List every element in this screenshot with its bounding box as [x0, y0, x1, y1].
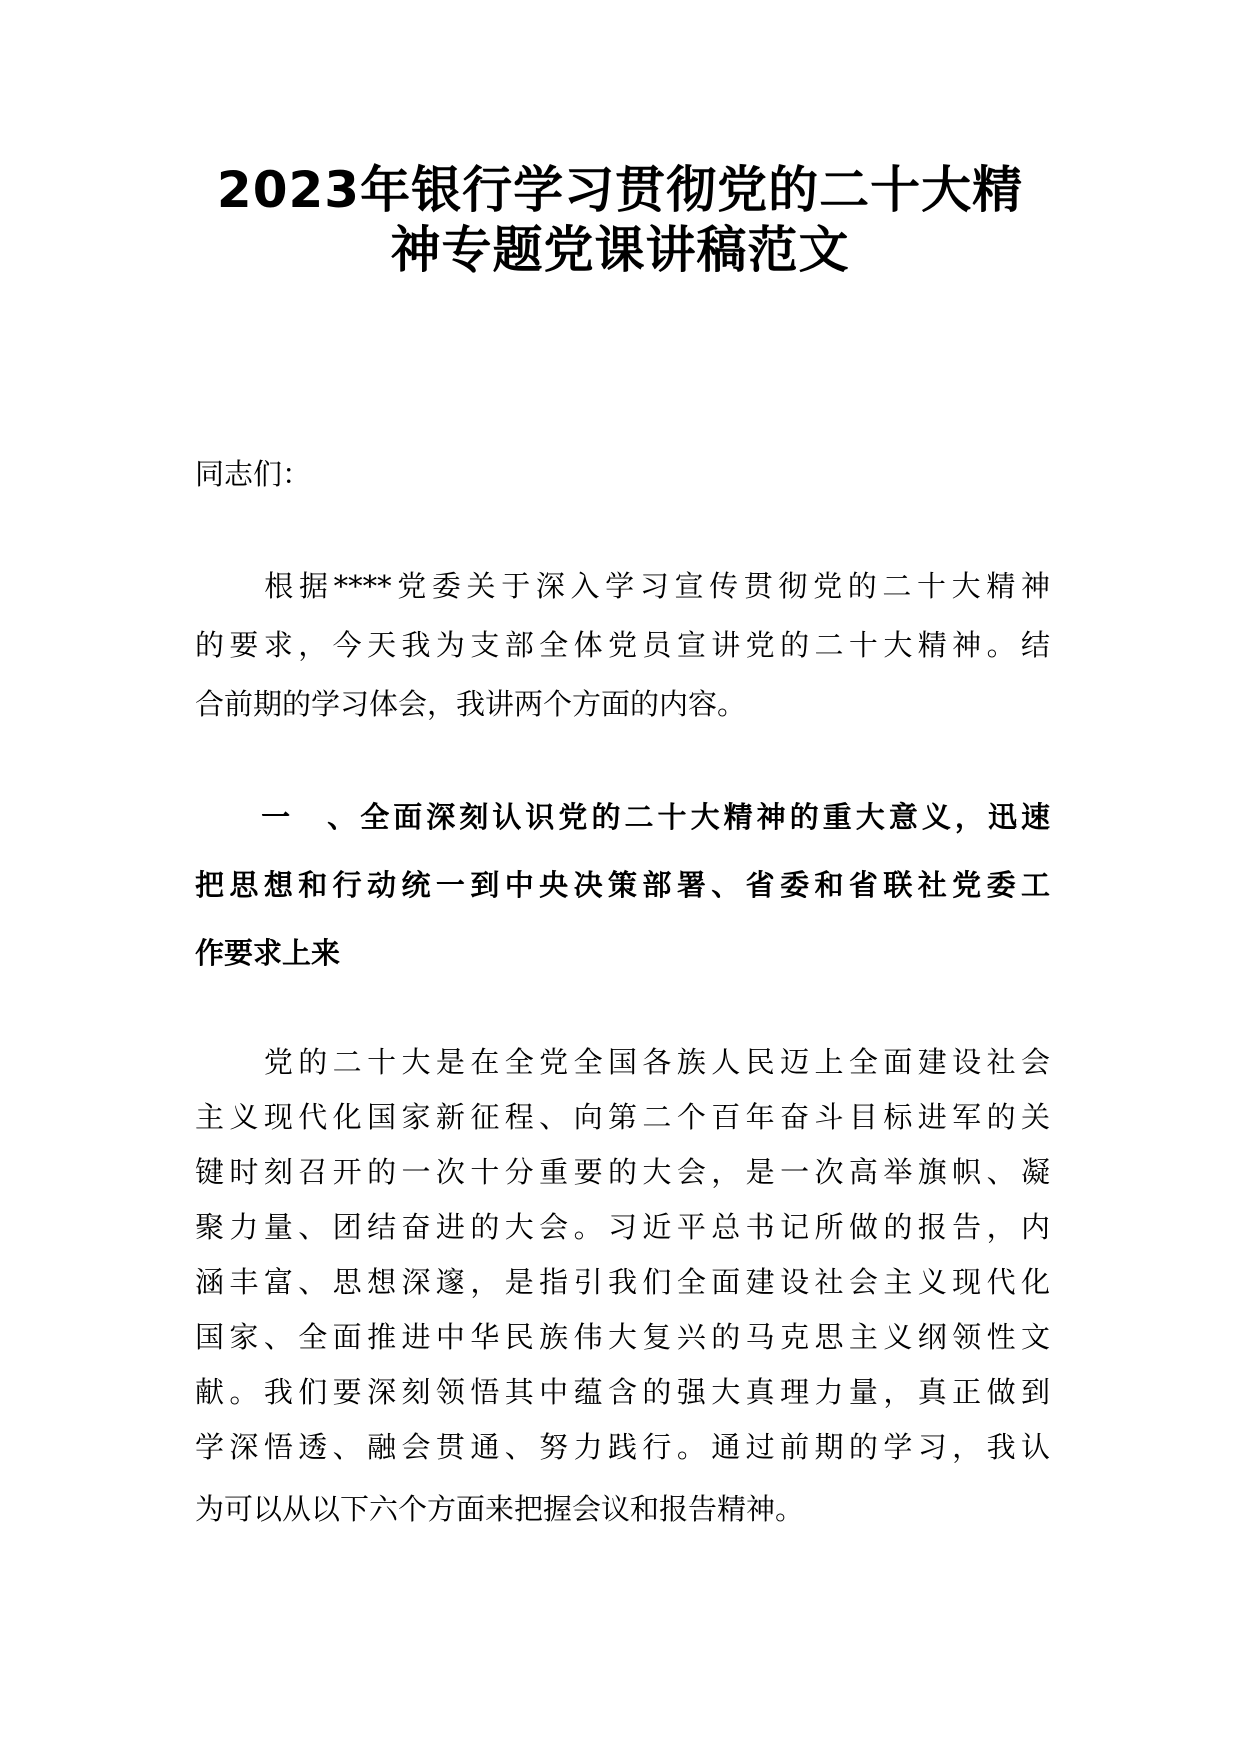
intro-line-1: 根据****党委关于深入学习宣传贯彻党的二十大精神 [195, 569, 1050, 603]
salutation: 同志们： [195, 457, 312, 491]
title-line-1: 2023年银行学习贯彻党的二十大精 [216, 161, 1024, 219]
body-line-2: 主义现代化国家新征程、向第二个百年奋斗目标进军的关 [195, 1100, 1050, 1134]
intro-line-3: 合前期的学习体会，我讲两个方面的内容。 [195, 687, 747, 721]
intro-paragraph [195, 566, 1050, 724]
document-title [170, 160, 1070, 280]
section-1-heading [195, 797, 1050, 973]
body-line-3: 键时刻召开的一次十分重要的大会，是一次高举旗帜、凝 [195, 1155, 1050, 1189]
body-line-5: 涵丰富、思想深邃，是指引我们全面建设社会主义现代化 [195, 1265, 1050, 1299]
body-line-7: 献。我们要深刻领悟其中蕴含的强大真理力量，真正做到 [195, 1375, 1050, 1409]
body-line-9: 为可以从以下六个方面来把握会议和报告精神。 [195, 1492, 805, 1526]
body-line-6: 国家、全面推进中华民族伟大复兴的马克思主义纲领性文 [195, 1320, 1050, 1354]
body-line-8: 学深悟透、融会贯通、努力践行。通过前期的学习，我认 [195, 1430, 1050, 1464]
section-1-heading-line-1: 一 、全面深刻认识党的二十大精神的重大意义，迅速 [195, 800, 1050, 834]
section-1-heading-line-3: 作要求上来 [195, 936, 341, 970]
body-paragraph [195, 1042, 1050, 1529]
title-line-2: 神专题党课讲稿范文 [390, 221, 850, 279]
section-1-heading-line-2: 把思想和行动统一到中央决策部署、省委和省联社党委工 [195, 868, 1050, 902]
body-line-1: 党的二十大是在全党全国各族人民迈上全面建设社会 [195, 1045, 1050, 1079]
body-line-4: 聚力量、团结奋进的大会。习近平总书记所做的报告，内 [195, 1210, 1050, 1244]
intro-line-2: 的要求，今天我为支部全体党员宣讲党的二十大精神。结 [195, 628, 1050, 662]
